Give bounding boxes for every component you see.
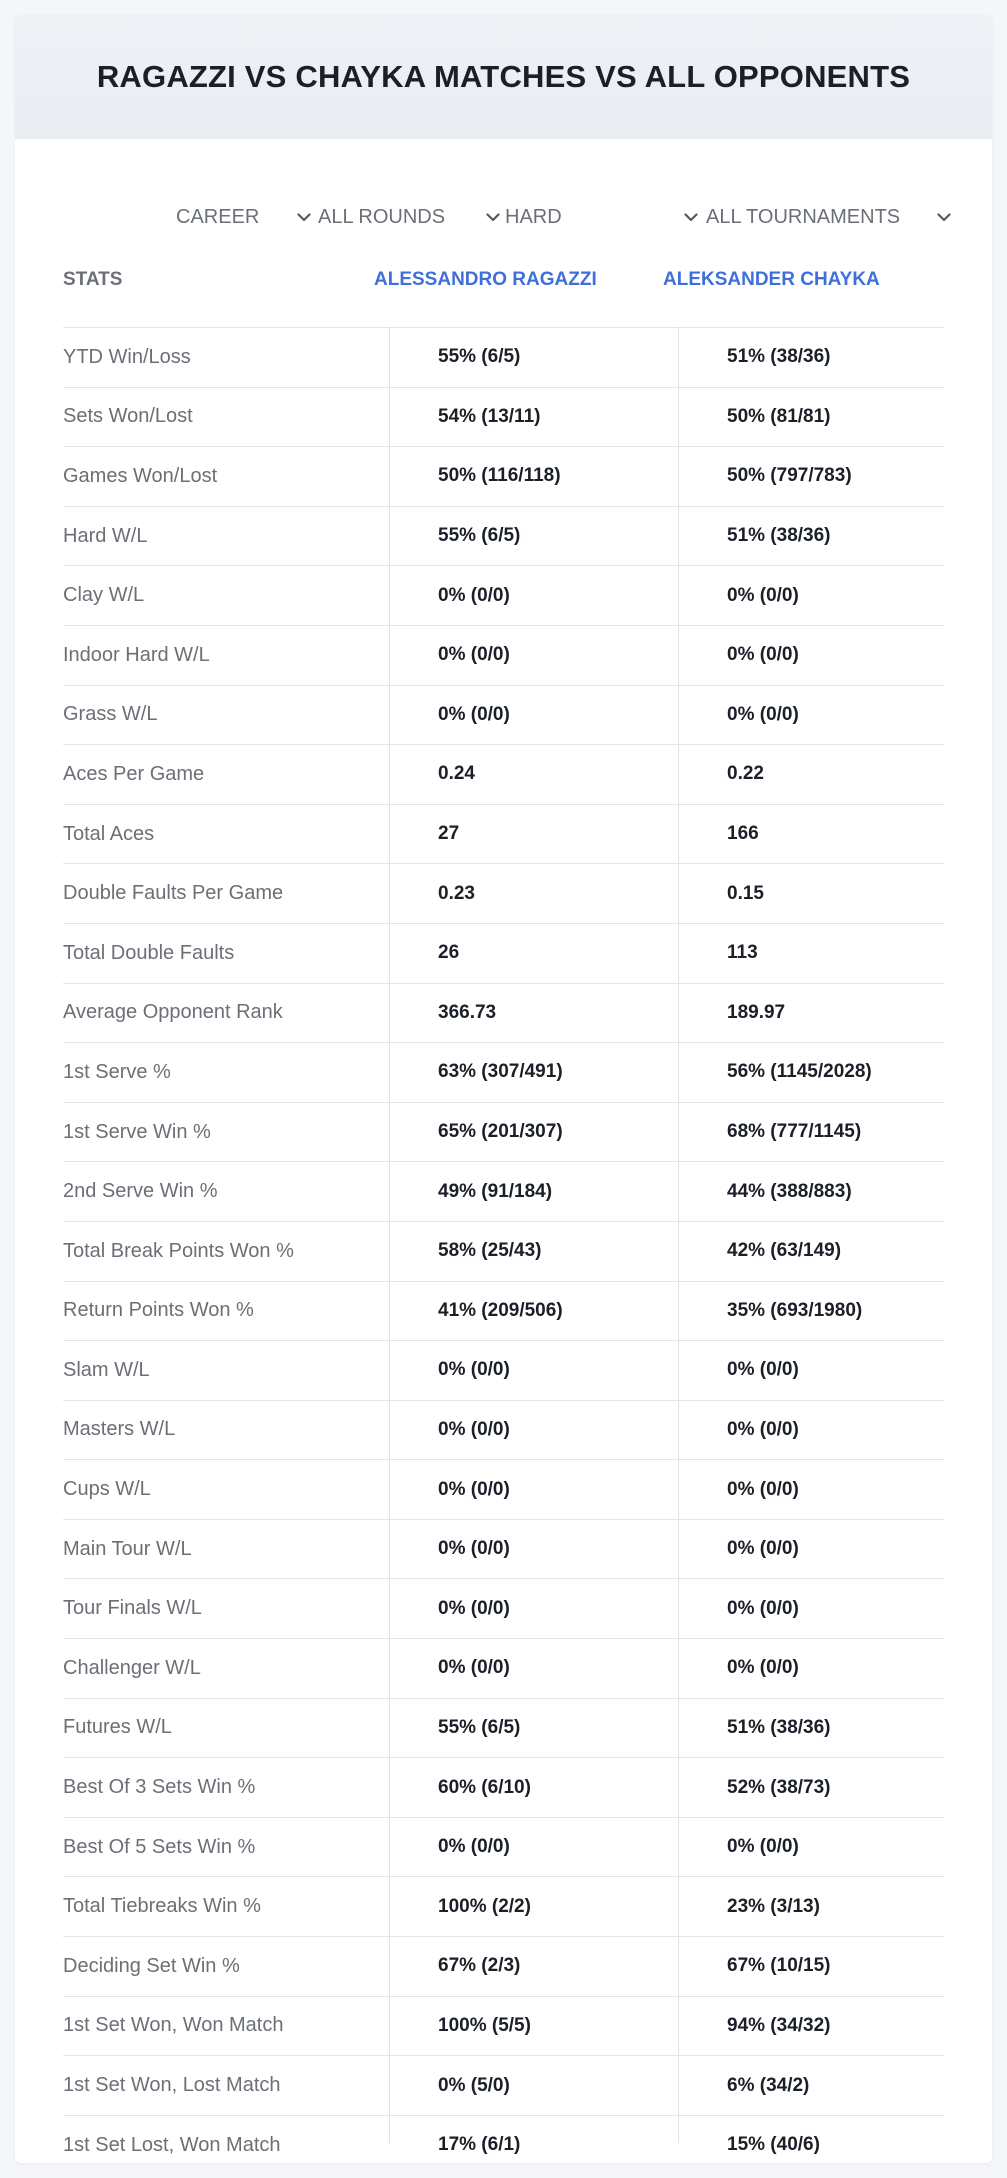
table-row [63, 2116, 944, 2163]
player2-value: 6% (34/2) [727, 2074, 810, 2096]
stat-label: YTD Win/Loss [63, 345, 191, 368]
player1-value: 366.73 [438, 1001, 497, 1023]
stat-label: Games Won/Lost [63, 464, 218, 487]
table-row [63, 1460, 944, 1520]
chevron-down-icon [483, 207, 503, 227]
stat-label: Total Tiebreaks Win % [63, 1895, 261, 1918]
player1-value: 0% (5/0) [438, 2074, 510, 2096]
stats-card [15, 15, 992, 2163]
player1-value: 55% (6/5) [438, 1716, 521, 1738]
table-row [63, 1341, 944, 1401]
stat-label: Average Opponent Rank [63, 1001, 283, 1024]
player2-value: 50% (81/81) [727, 405, 831, 427]
player2-value: 166 [727, 823, 759, 845]
stat-label: Cups W/L [63, 1478, 151, 1501]
table-row [63, 1579, 944, 1639]
table-row [63, 626, 944, 686]
stat-label: Best Of 5 Sets Win % [63, 1835, 256, 1858]
table-row [63, 1818, 944, 1878]
stat-label: 2nd Serve Win % [63, 1180, 218, 1203]
stat-label: Best Of 3 Sets Win % [63, 1776, 256, 1799]
player1-value: 54% (13/11) [438, 405, 541, 427]
column-header-stats: STATS [63, 269, 123, 290]
table-row [63, 984, 944, 1044]
stat-label: Sets Won/Lost [63, 405, 193, 428]
player1-value: 0.24 [438, 763, 475, 785]
player1-value: 63% (307/491) [438, 1061, 563, 1083]
player1-value: 0% (0/0) [438, 1597, 510, 1619]
table-row [63, 1639, 944, 1699]
player2-value: 15% (40/6) [727, 2134, 820, 2156]
player2-value: 68% (777/1145) [727, 1121, 862, 1143]
table-header [63, 247, 944, 328]
table-row [63, 745, 944, 805]
table-row [63, 1043, 944, 1103]
player2-value: 0% (0/0) [727, 1359, 799, 1381]
table-row [63, 1222, 944, 1282]
player2-value: 56% (1145/2028) [727, 1061, 872, 1083]
page-title: RAGAZZI VS CHAYKA MATCHES VS ALL OPPONENTS [96, 59, 911, 94]
table-row [63, 805, 944, 865]
stat-label: 1st Set Won, Won Match [63, 2014, 284, 2037]
player2-value: 94% (34/32) [727, 2014, 831, 2036]
player1-value: 58% (25/43) [438, 1240, 542, 1262]
player1-value: 55% (6/5) [438, 346, 521, 368]
player2-value: 113 [727, 942, 758, 964]
stat-label: Tour Finals W/L [63, 1597, 202, 1620]
table-row [63, 2056, 944, 2116]
player2-value: 23% (3/13) [727, 1895, 820, 1917]
player1-value: 41% (209/506) [438, 1299, 563, 1321]
table-row [63, 1877, 944, 1937]
column-header-player1[interactable]: ALESSANDRO RAGAZZI [374, 269, 597, 290]
table-row [63, 1997, 944, 2057]
player1-value: 65% (201/307) [438, 1121, 563, 1143]
filter-surface-select[interactable] [505, 199, 701, 235]
table-row [63, 507, 944, 567]
table-row [63, 328, 944, 388]
chevron-down-icon [294, 207, 314, 227]
stat-label: Total Double Faults [63, 941, 235, 964]
filter-tournament-select[interactable] [706, 199, 954, 235]
filter-period-label: CAREER [176, 205, 260, 228]
player2-value: 50% (797/783) [727, 465, 852, 487]
player1-value: 26 [438, 942, 460, 964]
table-row [63, 388, 944, 448]
player2-value: 0% (0/0) [727, 584, 799, 606]
player2-value: 52% (38/73) [727, 1776, 831, 1798]
player1-value: 17% (6/1) [438, 2134, 521, 2156]
table-row [63, 1937, 944, 1997]
stat-label: Return Points Won % [63, 1299, 254, 1322]
player2-value: 189.97 [727, 1001, 786, 1023]
player2-value: 51% (38/36) [727, 1716, 831, 1738]
player1-value: 0% (0/0) [438, 1538, 510, 1560]
player2-value: 0.22 [727, 763, 764, 785]
filter-round-label: ALL ROUNDS [318, 205, 446, 228]
table-row [63, 1162, 944, 1222]
stat-label: Challenger W/L [63, 1656, 201, 1679]
player1-value: 55% (6/5) [438, 525, 521, 547]
table-row [63, 1520, 944, 1580]
chevron-down-icon [681, 207, 701, 227]
stat-label: Futures W/L [63, 1716, 172, 1739]
stat-label: 1st Serve Win % [63, 1120, 211, 1143]
stat-label: Main Tour W/L [63, 1537, 192, 1560]
table-row [63, 686, 944, 746]
stat-label: Indoor Hard W/L [63, 643, 210, 666]
player1-value: 0% (0/0) [438, 1657, 510, 1679]
player2-value: 0% (0/0) [727, 1478, 799, 1500]
stat-label: Clay W/L [63, 584, 145, 607]
player2-value: 0% (0/0) [727, 644, 799, 666]
table-row [63, 447, 944, 507]
player2-value: 0% (0/0) [727, 1836, 799, 1858]
player2-value: 51% (38/36) [727, 525, 831, 547]
player1-value: 60% (6/10) [438, 1776, 531, 1798]
player1-value: 27 [438, 823, 460, 845]
player1-value: 0% (0/0) [438, 1478, 510, 1500]
stat-label: 1st Set Lost, Won Match [63, 2133, 281, 2156]
player2-value: 51% (38/36) [727, 346, 831, 368]
column-header-player2[interactable]: ALEKSANDER CHAYKA [663, 269, 880, 290]
player2-value: 35% (693/1980) [727, 1299, 863, 1321]
stat-label: Grass W/L [63, 703, 158, 726]
player1-value: 0% (0/0) [438, 1359, 510, 1381]
table-row [63, 864, 944, 924]
player2-value: 42% (63/149) [727, 1240, 842, 1262]
table-row [63, 1401, 944, 1461]
stat-label: Hard W/L [63, 524, 148, 547]
player1-value: 0% (0/0) [438, 703, 510, 725]
player2-value: 0% (0/0) [727, 1538, 799, 1560]
filter-bar [15, 187, 992, 247]
table-row [63, 924, 944, 984]
player2-value: 0.15 [727, 882, 764, 904]
table-row [63, 1758, 944, 1818]
stat-label: Double Faults Per Game [63, 882, 284, 905]
filter-round-select[interactable] [318, 199, 503, 235]
table-row [63, 566, 944, 626]
stat-label: Slam W/L [63, 1358, 150, 1381]
player1-value: 0% (0/0) [438, 644, 510, 666]
player2-value: 44% (388/883) [727, 1180, 852, 1202]
player2-value: 0% (0/0) [727, 1657, 799, 1679]
stat-label: Aces Per Game [63, 762, 205, 785]
stat-label: Total Break Points Won % [63, 1239, 294, 1262]
player1-value: 67% (2/3) [438, 1955, 521, 1977]
player2-value: 0% (0/0) [727, 1597, 799, 1619]
player2-value: 0% (0/0) [727, 1418, 799, 1440]
filter-tournament-label: ALL TOURNAMENTS [706, 205, 901, 228]
page-header [15, 15, 992, 139]
player1-value: 0% (0/0) [438, 1836, 510, 1858]
chevron-down-icon [934, 207, 954, 227]
filter-surface-label: HARD [505, 205, 562, 228]
player1-value: 50% (116/118) [438, 465, 561, 487]
table-row [63, 1103, 944, 1163]
stat-label: 1st Set Won, Lost Match [63, 2074, 281, 2097]
player1-value: 49% (91/184) [438, 1180, 553, 1202]
player1-value: 0% (0/0) [438, 584, 510, 606]
player1-value: 100% (2/2) [438, 1895, 531, 1917]
stat-label: 1st Serve % [63, 1060, 171, 1083]
player1-value: 0.23 [438, 882, 475, 904]
stat-label: Total Aces [63, 822, 155, 845]
table-row [63, 1699, 944, 1759]
player2-value: 67% (10/15) [727, 1955, 831, 1977]
player1-value: 0% (0/0) [438, 1418, 510, 1440]
table-body [63, 328, 944, 2163]
stat-label: Masters W/L [63, 1418, 176, 1441]
stats-table [63, 247, 944, 2163]
filter-period-select[interactable] [176, 199, 314, 235]
player2-value: 0% (0/0) [727, 703, 799, 725]
stat-label: Deciding Set Win % [63, 1954, 240, 1977]
table-row [63, 1282, 944, 1342]
player1-value: 100% (5/5) [438, 2014, 531, 2036]
